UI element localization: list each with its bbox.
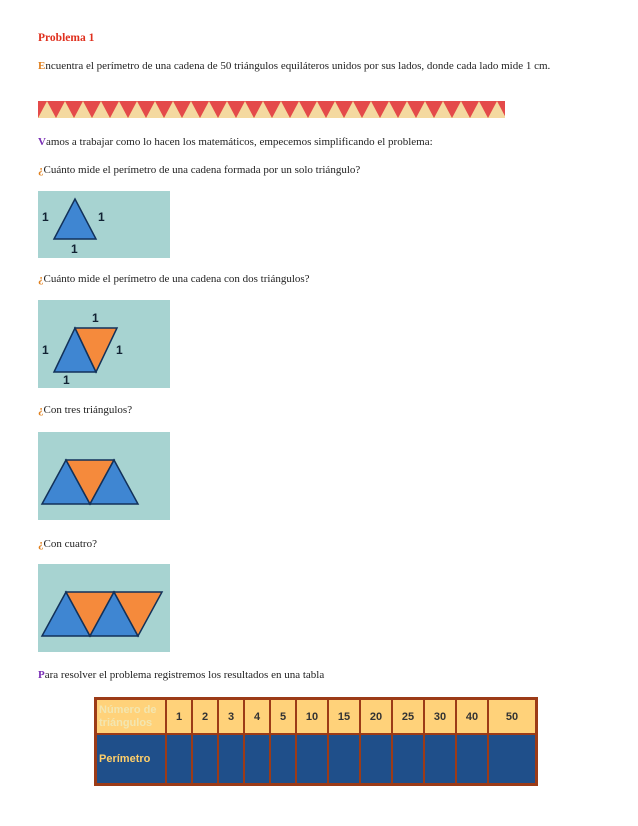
question-4-text: Con cuatro? xyxy=(43,538,97,550)
header-cell: 30 xyxy=(425,700,455,733)
header-cell: 20 xyxy=(361,700,391,733)
header-cell: 50 xyxy=(489,700,535,733)
question-3 xyxy=(38,402,132,418)
perimeter-cell[interactable] xyxy=(219,735,243,783)
perimeter-cell[interactable] xyxy=(271,735,295,783)
closing-body: ara resolver el problema registremos los resultados en una tabla xyxy=(44,669,325,681)
row-label: Perímetro xyxy=(97,735,165,783)
figure-one-triangle xyxy=(38,191,170,258)
dropcap: V xyxy=(38,136,46,148)
dropcap: ¿ xyxy=(38,273,44,285)
intro-text xyxy=(38,134,433,150)
one-triangle-graphic xyxy=(38,191,170,258)
header-cell: 40 xyxy=(457,700,487,733)
header-cell: 10 xyxy=(297,700,327,733)
closing-text xyxy=(38,667,324,683)
problem-title: Problema 1 xyxy=(38,32,95,44)
header-cell: 25 xyxy=(393,700,423,733)
triangle-chain-graphic xyxy=(38,101,505,118)
four-triangles-graphic xyxy=(38,564,170,652)
header-cell: 15 xyxy=(329,700,359,733)
table-header-row xyxy=(97,700,535,733)
intro-body: amos a trabajar como lo hacen los matemáticos, empecemos simplificando el problema: xyxy=(45,136,433,148)
triangle-chain-strip xyxy=(38,101,505,118)
header-cell: 5 xyxy=(271,700,295,733)
side-label: 1 xyxy=(71,242,78,256)
figure-four-triangles xyxy=(38,564,170,652)
figure-two-triangles xyxy=(38,300,170,388)
header-cell: 2 xyxy=(193,700,217,733)
question-2-text: Cuánto mide el perímetro de una cadena con dos triángulos? xyxy=(43,273,310,285)
question-4 xyxy=(38,536,97,552)
dropcap: ¿ xyxy=(38,164,44,176)
perimeter-cell[interactable] xyxy=(193,735,217,783)
perimeter-cell[interactable] xyxy=(329,735,359,783)
dropcap: E xyxy=(38,60,46,72)
three-triangles-graphic xyxy=(38,432,170,520)
perimeter-cell[interactable] xyxy=(489,735,535,783)
problem-statement xyxy=(38,58,608,74)
side-label: 1 xyxy=(92,311,99,325)
dropcap: P xyxy=(38,669,45,681)
two-triangles-graphic xyxy=(38,300,170,388)
results-table xyxy=(94,697,538,786)
statement-text: ncuentra el perímetro de una cadena de 50 triángulos equiláteros unidos por sus lados, donde cada lado mide 1 cm. xyxy=(45,60,551,72)
header-cell: 1 xyxy=(167,700,191,733)
perimeter-cell[interactable] xyxy=(167,735,191,783)
side-label: 1 xyxy=(98,210,105,224)
header-label: Número de triángulos xyxy=(97,700,165,733)
figure-three-triangles xyxy=(38,432,170,520)
perimeter-cell[interactable] xyxy=(245,735,269,783)
side-label: 1 xyxy=(116,343,123,357)
side-label: 1 xyxy=(42,210,49,224)
question-2 xyxy=(38,271,310,287)
question-3-text: Con tres triángulos? xyxy=(43,404,133,416)
table-row-perimeter xyxy=(97,735,535,783)
side-label: 1 xyxy=(63,373,70,387)
header-cell: 4 xyxy=(245,700,269,733)
question-1 xyxy=(38,162,360,178)
dropcap: ¿ xyxy=(38,538,44,550)
perimeter-cell[interactable] xyxy=(425,735,455,783)
question-1-text: Cuánto mide el perímetro de una cadena formada por un solo triángulo? xyxy=(43,164,361,176)
side-label: 1 xyxy=(42,343,49,357)
dropcap: ¿ xyxy=(38,404,44,416)
perimeter-cell[interactable] xyxy=(297,735,327,783)
perimeter-cell[interactable] xyxy=(393,735,423,783)
perimeter-cell[interactable] xyxy=(457,735,487,783)
header-cell: 3 xyxy=(219,700,243,733)
perimeter-cell[interactable] xyxy=(361,735,391,783)
